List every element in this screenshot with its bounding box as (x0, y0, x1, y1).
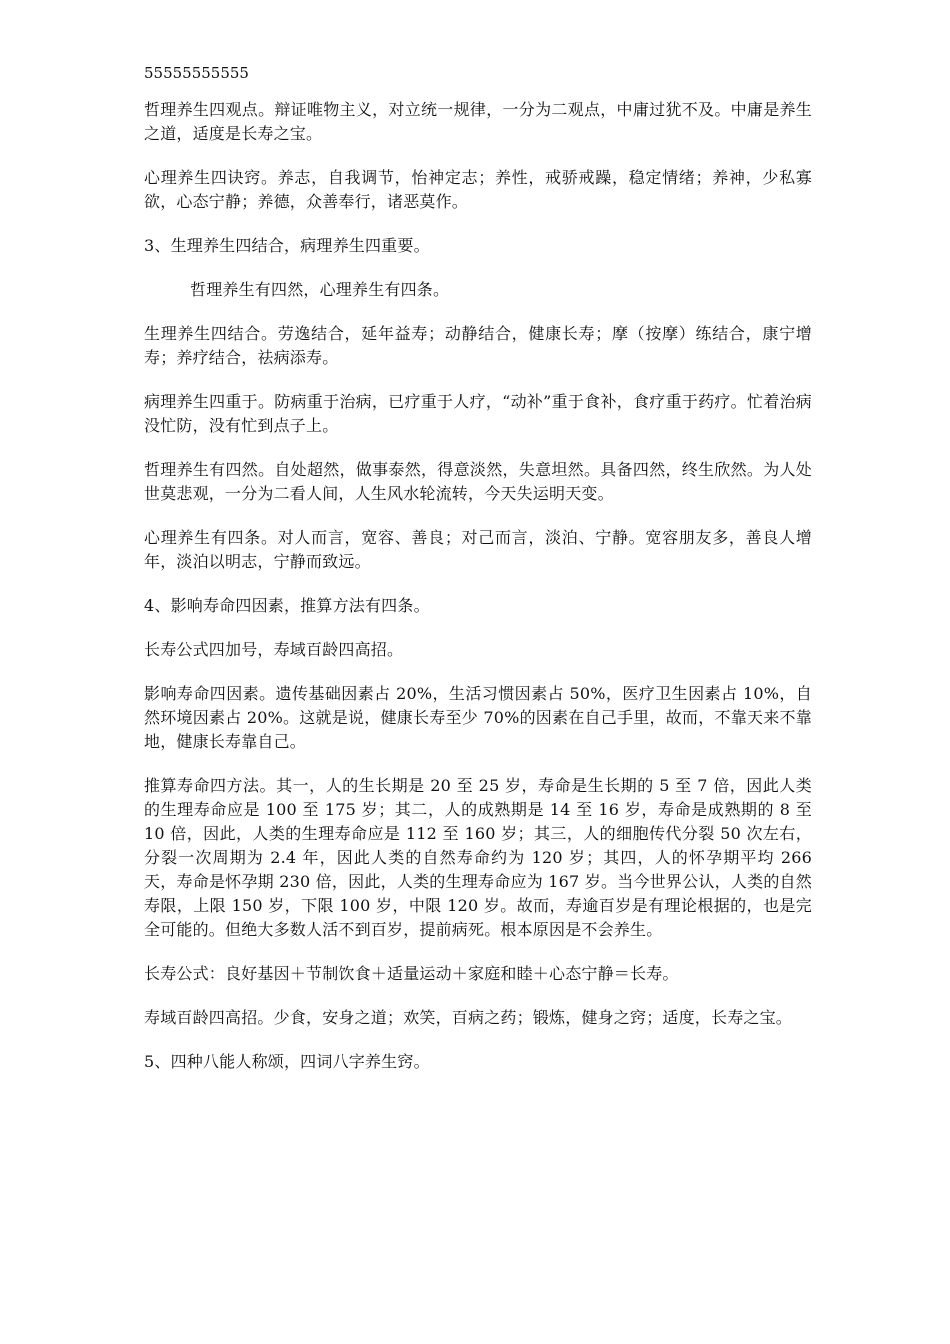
section-heading-5: 5、四种八能人称颂，四词八字养生窍。 (144, 1052, 430, 1071)
section-heading-4: 4、影响寿命四因素，推算方法有四条。 (144, 596, 430, 615)
section-heading-3: 3、生理养生四结合，病理养生四重要。 (144, 236, 430, 255)
paragraph-lifespan-methods: 推算寿命四方法。其一，人的生长期是 20 至 25 岁，寿命是生长期的 5 至 7 倍，因此人类的生理寿命应是 100 至 175 岁；其二，人的成熟期是 14 至 16 岁，寿命是成熟期的 8 至 10 倍，因此，人类的生理寿命应是 112 至 160 岁；其三，人的细胞传代分裂 50 次左右，分裂一次周期为 2.4 年，因此人类的自然寿命约为 120 岁；其四，人的怀孕期平均 266 天，寿命是怀孕期 230 倍，因此，人类的生理寿命应为 167 岁。当今世界公认，人类的自然寿限，上限 150 岁，下限 100 岁，中限 120 岁。故而，寿逾百岁是有理论根据的，也是完全可能的。但绝大多数人活不到百岁，提前病死。根本原因是不会养生。 (144, 776, 812, 939)
section-subheading-3: 哲理养生有四然，心理养生有四条。 (190, 280, 450, 299)
paragraph-philosophy-four-ran: 哲理养生有四然。自处超然，做事泰然，得意淡然，失意坦然。具备四然，终生欣然。为人处世莫悲观，一分为二看人间，人生风水轮流转，今天失运明天变。 (144, 460, 812, 503)
paragraph-centenarian-tips: 寿域百龄四高招。少食，安身之道；欢笑，百病之药；锻炼，健身之窍；适度，长寿之宝。 (144, 1008, 793, 1027)
paragraph-pathology-priorities: 病理养生四重于。防病重于治病，已疗重于人疗，“动补”重于食补，食疗重于药疗。忙着治病没忙防，没有忙到点子上。 (144, 392, 812, 435)
paragraph-longevity-formula: 长寿公式：良好基因＋节制饮食＋适量运动＋家庭和睦＋心态宁静＝长寿。 (144, 964, 679, 983)
document-page (144, 62, 812, 1094)
section-subheading-4: 长寿公式四加号，寿域百龄四高招。 (144, 640, 404, 659)
paragraph-lifespan-factors: 影响寿命四因素。遗传基础因素占 20%，生活习惯因素占 50%，医疗卫生因素占 10%，自然环境因素占 20%。这就是说，健康长寿至少 70%的因素在自己手里，故而，不靠天来不靠地，健康长寿靠自己。 (144, 684, 812, 751)
page-header-number: 55555555555 (144, 64, 249, 82)
paragraph-psychology-four-rules: 心理养生有四条。对人而言，宽容、善良；对己而言，淡泊、宁静。宽容朋友多，善良人增年，淡泊以明志，宁静而致远。 (144, 528, 812, 571)
paragraph-psychology-tips: 心理养生四诀窍。养志，自我调节，怡神定志；养性，戒骄戒躁，稳定情绪；养神，少私寡欲，心态宁静；养德，众善奉行，诸恶莫作。 (144, 168, 812, 211)
paragraph-physiology-combinations: 生理养生四结合。劳逸结合，延年益寿；动静结合，健康长寿；摩（按摩）练结合，康宁增寿；养疗结合，祛病添寿。 (144, 324, 812, 367)
paragraph-philosophy-views: 哲理养生四观点。辩证唯物主义，对立统一规律，一分为二观点，中庸过犹不及。中庸是养生之道，适度是长寿之宝。 (144, 100, 812, 143)
